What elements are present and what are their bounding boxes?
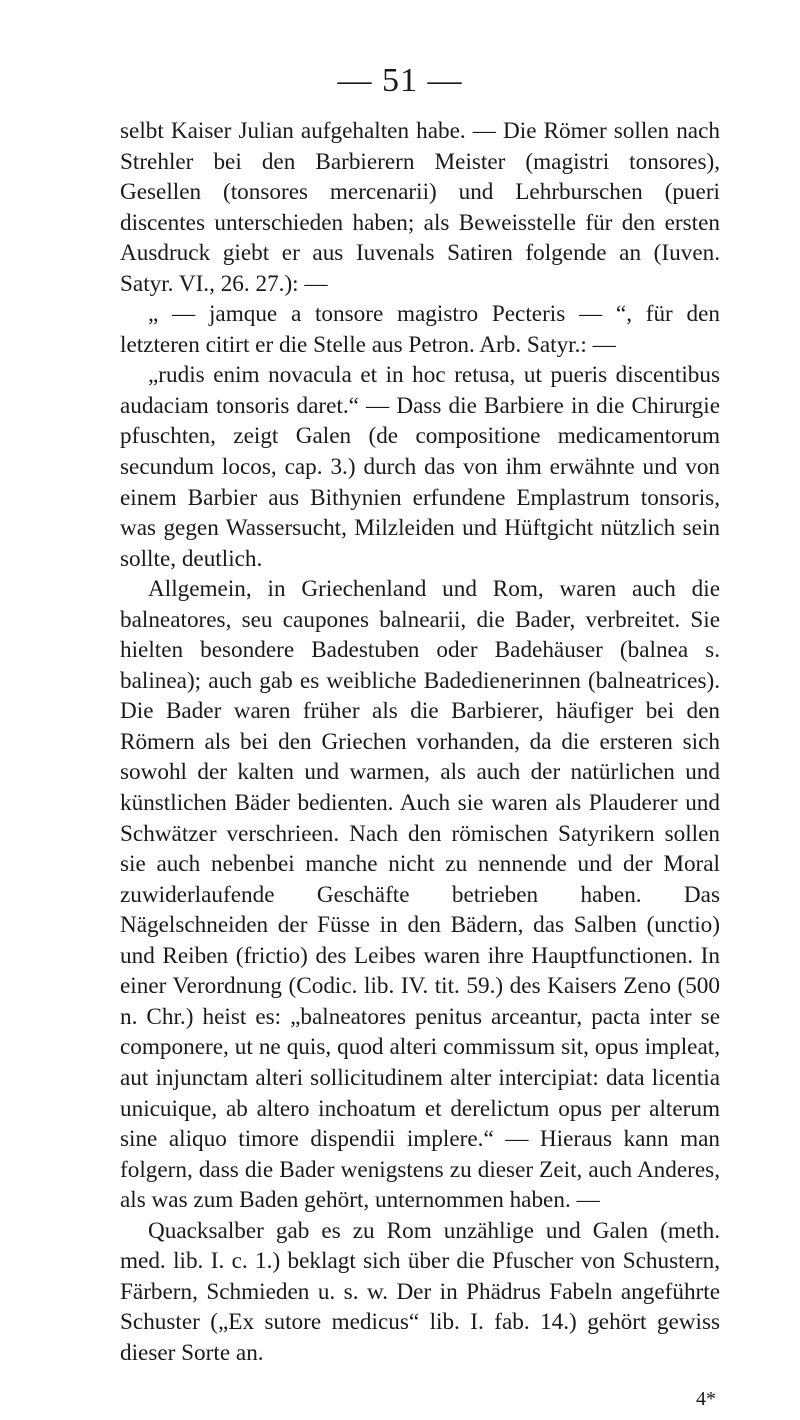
paragraph: „ — jamque a tonsore magistro Pecteris — “, für den letzteren citirt er die Stelle aus Petron. Arb. Satyr.: —	[120, 301, 720, 358]
paragraph: selbt Kaiser Julian aufgehalten habe. — Die Römer sollen nach Strehler bei den Barbierern Meister (magistri tonsores), Gesellen (tonsores mercenarii) und Lehrburschen (pueri discentes unterschieden haben; als Beweisstelle für den ersten Ausdruck giebt er aus Iuvenals Satiren folgende an (Iuven. Satyr. VI., 26. 27.): —	[120, 118, 720, 297]
paragraph: „rudis enim novacula et in hoc retusa, ut pueris discentibus audaciam tonsoris daret.“ — Dass die Barbiere in die Chirurgie pfuschten, zeigt Galen (de compositione medicamentorum secundum locos, cap. 3.) durch das von ihm erwähnte und von einem Barbier aus Bithynien erfundene Emplastrum tonsoris, was gegen Wassersucht, Milzleiden und Hüftgicht nützlich sein sollte, deutlich.	[120, 362, 720, 572]
body-text	[120, 116, 720, 1368]
paragraph: Quacksalber gab es zu Rom unzählige und Galen (meth. med. lib. I. c. 1.) beklagt sich über die Pfuscher von Schustern, Färbern, Schmieden u. s. w. Der in Phädrus Fabeln angeführte Schuster („Ex sutore medicus“ lib. I. fab. 14.) gehört gewiss dieser Sorte an.	[120, 1217, 720, 1366]
paragraph: Allgemein, in Griechenland und Rom, waren auch die balneatores, seu caupones balnearii, die Bader, verbreitet. Sie hielten besondere Badestuben oder Badehäuser (balnea s. balinea); auch gab es weibliche Badedienerinnen (balneatrices). Die Bader waren früher als die Barbierer, häufiger bei den Römern als bei den Griechen vorhanden, da die ersteren sich sowohl der kalten und warmen, als auch der natürlichen und künstlichen Bäder bedienten. Auch sie waren als Plauderer und Schwätzer verschrieen. Nach den römischen Satyrikern sollen sie auch nebenbei manche nicht zu nennende und der Moral zuwiderlaufende Geschäfte betrieben haben. Das Nägelschneiden der Füsse in den Bädern, das Salben (unctio) und Reiben (frictio) des Leibes waren ihre Hauptfunctionen. In einer Verordnung (Codic. lib. IV. tit. 59.) des Kaisers Zeno (500 n. Chr.) heist es: „balneatores penitus arceantur, pacta inter se componere, ut ne quis, quod alteri commissum sit, opus impleat, aut injunctam alteri sollicitudinem alter intercipiat: data licentia unicuique, ab altero inchoatum et derelictum opus per alterum sine aliquo timore dispendii implere.“ — Hieraus kann man folgern, dass die Bader wenigstens zu dieser Zeit, auch Anderes, als was zum Baden gehört, unternommen haben. —	[120, 576, 720, 1214]
page-number: — 51 —	[337, 62, 463, 99]
signature-mark: 4*	[696, 1388, 716, 1410]
